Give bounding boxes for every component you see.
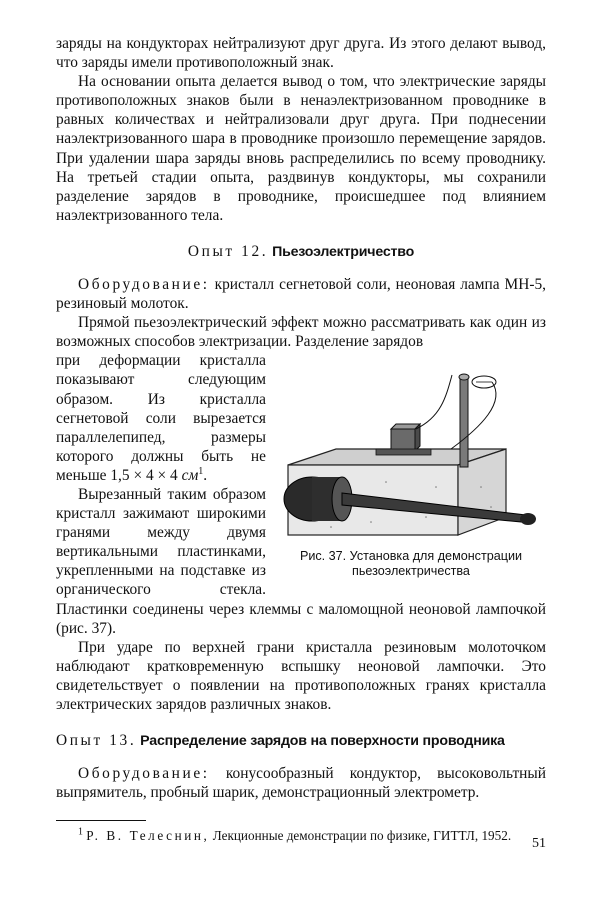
intro-12: Прямой пьезоэлектрический эффект можно рассматривать как один из возможных способов электризации. Разделение зарядов	[56, 314, 546, 351]
footnote-ref: 1	[198, 465, 204, 477]
page-body	[56, 34, 546, 844]
heading-experiment-12	[56, 242, 546, 262]
footnote-text: Лекционные демонстрации по физике, ГИТТЛ, 1952.	[209, 828, 512, 844]
equipment-12	[56, 275, 546, 313]
footnote-divider	[56, 820, 146, 821]
paragraph-1: заряды на кондукторах нейтрализуют друг друга. Из этого делают вывод, что заряды имели противоположный знак.	[56, 35, 546, 72]
figure-37	[276, 357, 546, 579]
footnote-author: Р. В. Телеснин,	[86, 828, 210, 844]
equipment-13-text: конусообразный кондуктор, высоковольтный выпрямитель, пробный шарик, демонстрационный электрометр.	[56, 765, 546, 802]
equipment-12-label: Оборудование:	[78, 275, 210, 293]
footnote-mark: 1	[78, 826, 83, 838]
equipment-12-text: кристалл сегнетовой соли, неоновая лампа МН-5, резиновый молоток.	[56, 275, 546, 313]
heading-experiment-13	[56, 731, 546, 751]
paragraph-left-1-end: .	[203, 466, 208, 484]
equipment-13	[56, 764, 546, 802]
unit-cm: см	[181, 466, 199, 484]
figure-wrap	[56, 351, 546, 637]
heading-12-title: Пьезоэлектричество	[272, 243, 415, 260]
heading-12-prefix: Опыт 12.	[187, 242, 269, 260]
heading-13-prefix: Опыт 13.	[56, 732, 137, 750]
paragraph-2: На основании опыта делается вывод о том, что электрические заряды противоположных знаков были в ненаэлектризованном проводнике в равных количествах и нейтрализовали друг друга. При поднесении наэлектризованного шара в проводнике произошло перемещение зарядов. При удалении шара заряды вновь распределились по всему проводнику. На третьей стадии опыта, раздвинув кондукторы, мы сохранили разделение зарядов в проводнике, происшедшее под влиянием наэлектризованного тела.	[56, 73, 546, 224]
piezo-apparatus-illustration	[276, 357, 546, 547]
equipment-13-label: Оборудование:	[78, 765, 210, 783]
heading-13-title: Распределение зарядов на поверхности проводника	[140, 733, 505, 750]
footnote	[56, 827, 546, 844]
paragraph-left-2: Вырезанный таким образом кристалл зажимают широкими гранями между двумя вертикальными пластинками, укрепленными на подставке из органического стекла. Пластинки соединены через клеммы с маломощной неоновой лампочкой (рис. 37).	[56, 485, 546, 637]
paragraph-left-1-text: при деформации кристалла показывают следующим образом. Из кристалла сегнетовой соли вырезается параллелепипед, размеры которого должны быть не меньше 1,5 × 4 × 4	[56, 352, 266, 484]
page-number: 51	[532, 836, 546, 851]
paragraph-after-figure: При ударе по верхней грани кристалла резиновым молоточком наблюдают кратковременную вспышку неоновой лампочки. Это свидетельствует о появлении на противоположных гранях кристалла электрических зарядов различных знаков.	[56, 638, 546, 713]
figure-caption: Рис. 37. Установка для демонстрации пьезоэлектричества	[299, 549, 523, 579]
